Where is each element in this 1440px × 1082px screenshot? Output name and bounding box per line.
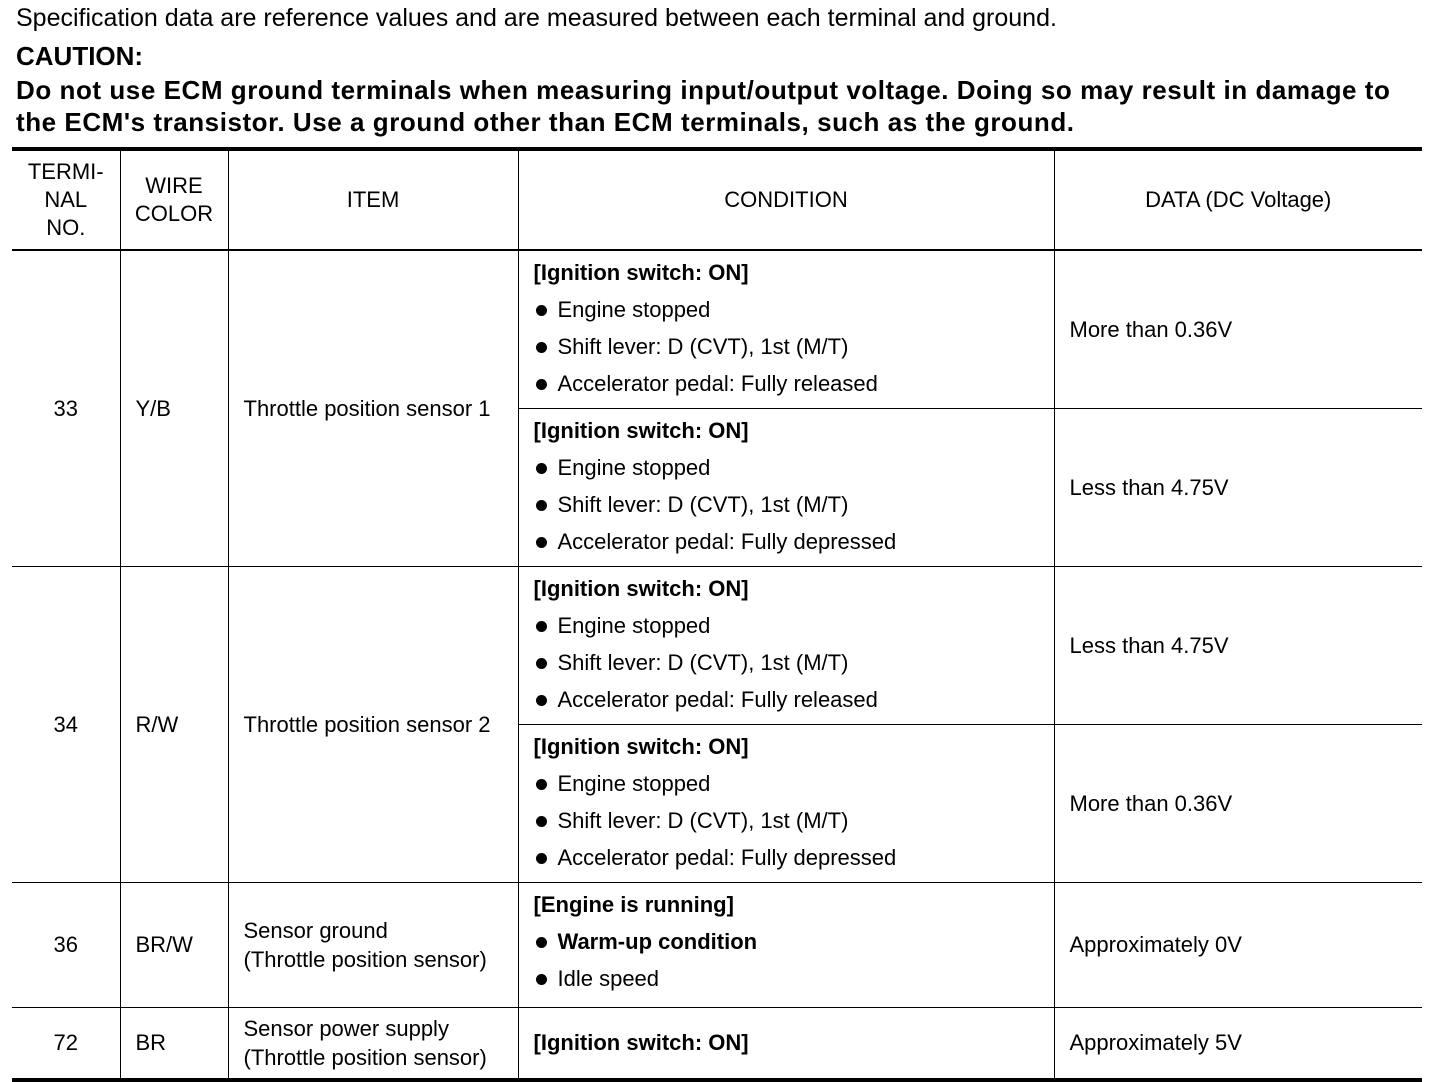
condition-item [534, 765, 1054, 802]
header-terminal-line-1: TERMI- [27, 159, 104, 184]
item-name [228, 883, 518, 1008]
data-value: More than 0.36V [1054, 250, 1422, 409]
condition-heading: [Ignition switch: ON] [533, 734, 749, 759]
condition-item [534, 839, 1054, 876]
header-wire-color [120, 149, 228, 250]
table-row [12, 883, 1422, 1008]
condition-item-text: Engine stopped [557, 771, 711, 796]
header-condition: CONDITION [518, 149, 1054, 250]
terminal-number: 72 [12, 1008, 120, 1081]
bullet-icon [536, 537, 547, 548]
item-name-line-2: (Throttle position sensor) [243, 947, 487, 972]
condition-cell [518, 1008, 1054, 1081]
condition-item-text: Shift lever: D (CVT), 1st (M/T) [557, 334, 849, 359]
terminal-number: 36 [12, 883, 120, 1008]
item-name-line-1: Sensor ground [243, 918, 388, 943]
condition-item [534, 486, 1054, 523]
header-terminal-no [12, 149, 120, 250]
condition-heading: [Ignition switch: ON] [533, 260, 749, 285]
bullet-icon [536, 305, 547, 316]
condition-cell [518, 250, 1054, 409]
caution-text: Do not use ECM ground terminals when measuring input/output voltage. Doing so may result in damage to the ECM's transistor. Use a ground other than ECM terminals, such as the ground. [16, 75, 1391, 137]
caution-title: CAUTION: [16, 41, 144, 71]
table-row [12, 1008, 1422, 1081]
condition-item [534, 365, 1054, 402]
bullet-icon [536, 658, 547, 669]
item-name [228, 1008, 518, 1081]
terminal-spec-table [12, 147, 1422, 1082]
table-header-row [12, 149, 1422, 250]
condition-item-text: Idle speed [557, 966, 660, 991]
bullet-icon [536, 937, 547, 948]
header-data: DATA (DC Voltage) [1054, 149, 1422, 250]
condition-cell [518, 567, 1054, 725]
condition-cell [518, 725, 1054, 883]
header-item: ITEM [228, 149, 518, 250]
intro-text: Specification data are reference values and are measured between each terminal and ground. [16, 4, 1057, 32]
wire-color: BR [120, 1008, 228, 1081]
condition-item [534, 681, 1054, 718]
condition-item [534, 644, 1054, 681]
item-name: Throttle position sensor 2 [228, 567, 518, 883]
table-row [12, 567, 1422, 725]
bullet-icon [536, 342, 547, 353]
item-name: Throttle position sensor 1 [228, 250, 518, 567]
item-name-line-2: (Throttle position sensor) [243, 1045, 487, 1070]
condition-heading: [Ignition switch: ON] [533, 576, 749, 601]
condition-heading: [Ignition switch: ON] [533, 418, 749, 443]
bullet-icon [536, 500, 547, 511]
bullet-icon [536, 779, 547, 790]
condition-item-text: Shift lever: D (CVT), 1st (M/T) [557, 808, 849, 833]
condition-item-text: Accelerator pedal: Fully released [557, 687, 878, 712]
condition-item-text: Shift lever: D (CVT), 1st (M/T) [557, 492, 849, 517]
bullet-icon [536, 621, 547, 632]
condition-item [534, 802, 1054, 839]
condition-item [534, 328, 1054, 365]
terminal-number: 34 [12, 567, 120, 883]
condition-cell [518, 883, 1054, 1008]
table-row [12, 250, 1422, 409]
condition-item [534, 923, 1054, 960]
data-value: More than 0.36V [1054, 725, 1422, 883]
data-value: Less than 4.75V [1054, 409, 1422, 567]
data-value: Approximately 0V [1054, 883, 1422, 1008]
condition-heading: [Ignition switch: ON] [533, 1030, 749, 1055]
header-terminal-line-2: NAL [44, 187, 88, 212]
bullet-icon [536, 816, 547, 827]
header-wire-line-2: COLOR [134, 201, 214, 226]
condition-item-text: Shift lever: D (CVT), 1st (M/T) [557, 650, 849, 675]
data-value: Less than 4.75V [1054, 567, 1422, 725]
wire-color: BR/W [120, 883, 228, 1008]
condition-cell [518, 409, 1054, 567]
bullet-icon [536, 853, 547, 864]
condition-item-text: Engine stopped [557, 455, 711, 480]
condition-item-text: Engine stopped [557, 297, 711, 322]
header-terminal-line-3: NO. [46, 215, 86, 240]
wire-color: R/W [120, 567, 228, 883]
condition-item-text: Accelerator pedal: Fully depressed [557, 529, 897, 554]
condition-item-text: Warm-up condition [557, 929, 758, 954]
data-value: Approximately 5V [1054, 1008, 1422, 1081]
condition-item-text: Accelerator pedal: Fully depressed [557, 845, 897, 870]
terminal-number: 33 [12, 250, 120, 567]
bullet-icon [536, 974, 547, 985]
condition-item [534, 291, 1054, 328]
condition-heading: [Engine is running] [533, 892, 734, 917]
condition-item-text: Accelerator pedal: Fully released [557, 371, 878, 396]
condition-item-text: Engine stopped [557, 613, 711, 638]
bullet-icon [536, 379, 547, 390]
condition-item [534, 523, 1054, 560]
condition-item [534, 960, 1054, 997]
item-name-line-1: Sensor power supply [243, 1016, 449, 1041]
condition-item [534, 607, 1054, 644]
bullet-icon [536, 463, 547, 474]
header-wire-line-1: WIRE [145, 173, 203, 198]
bullet-icon [536, 695, 547, 706]
wire-color: Y/B [120, 250, 228, 567]
condition-item [534, 449, 1054, 486]
